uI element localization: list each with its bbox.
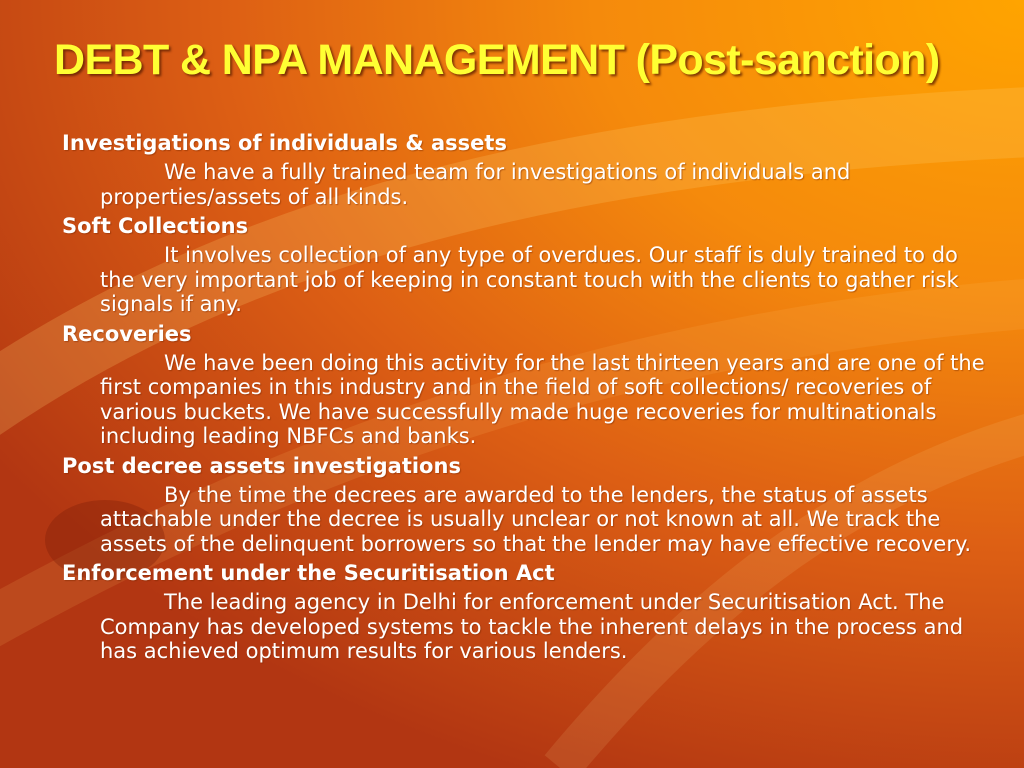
section-securitisation — [62, 560, 992, 664]
section-body: The leading agency in Delhi for enforcement under Securitisation Act. The Company has developed systems to tackle the inherent delays in the process and has achieved optimum results for various lenders. — [100, 590, 964, 663]
section-body: By the time the decrees are awarded to the lenders, the status of assets attachable under the decree is usually unclear or not known at all. We track the assets of the delinquent borrowers so that the lender may have effective recovery. — [100, 482, 972, 556]
section-heading: Recoveries — [62, 321, 192, 346]
section-recoveries — [62, 321, 992, 449]
section-body: It involves collection of any type of overdues. Our staff is duly trained to do the very important job of keeping in constant touch with the clients to gather risk signals if any. — [100, 243, 959, 316]
section-heading: Enforcement under the Securitisation Act — [62, 561, 555, 585]
slide-title: DEBT & NPA MANAGEMENT (Post-sanction) — [54, 36, 940, 84]
section-body: We have been doing this activity for the last thirteen years and are one of the first companies in this industry and in the field of soft collections/ recoveries of various buckets. We have successfully made huge recoveries for multinationals including leading NBFCs and banks. — [100, 350, 985, 448]
section-soft-collections — [62, 213, 992, 317]
section-heading: Investigations of individuals & assets — [62, 131, 507, 155]
section-heading: Soft Collections — [62, 214, 249, 238]
section-heading: Post decree assets investigations — [62, 453, 461, 478]
slide-content — [62, 130, 992, 668]
section-post-decree — [62, 453, 992, 557]
section-investigations — [62, 130, 992, 209]
section-body: We have a fully trained team for investigations of individuals and properties/assets of all kinds. — [100, 160, 851, 209]
